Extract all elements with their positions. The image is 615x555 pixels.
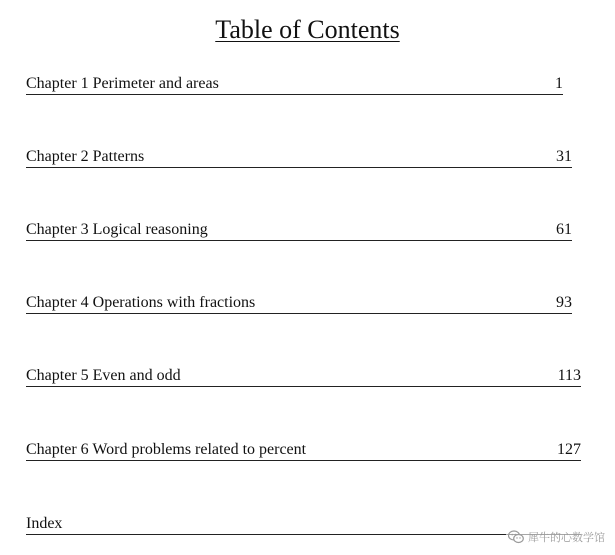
- toc-entry-label: Chapter 5 Even and odd: [26, 367, 181, 384]
- toc-entry-page-number: 127: [557, 441, 581, 458]
- toc-entry-label: Index: [26, 515, 63, 532]
- toc-entry-page-number: 93: [556, 294, 572, 311]
- toc-entry-index: [26, 514, 581, 535]
- toc-entry-page-number: 31: [556, 148, 572, 165]
- watermark: [506, 527, 607, 547]
- page-title: [0, 14, 615, 46]
- watermark-text: 犀牛的心数学馆: [528, 531, 605, 544]
- toc-entry-chapter-1: [26, 74, 563, 95]
- toc-entry-chapter-6: [26, 440, 581, 461]
- wechat-icon: [508, 530, 524, 544]
- toc-entry-chapter-4: [26, 293, 572, 314]
- toc-entry-label: Chapter 1 Perimeter and areas: [26, 75, 219, 92]
- toc-entry-page-number: 113: [557, 367, 581, 384]
- toc-entry-chapter-3: [26, 220, 572, 241]
- toc-entry-page-number: 1: [555, 75, 563, 92]
- toc-entry-page-number: 61: [556, 221, 572, 238]
- page-title-text: Table of Contents: [215, 15, 400, 44]
- toc-entry-label: Chapter 3 Logical reasoning: [26, 221, 208, 238]
- toc-entry-label: Chapter 6 Word problems related to percent: [26, 441, 307, 458]
- toc-entry-label: Chapter 2 Patterns: [26, 148, 145, 165]
- toc-entry-label: Chapter 4 Operations with fractions: [26, 294, 256, 311]
- toc-entry-chapter-5: [26, 366, 581, 387]
- toc-entry-chapter-2: [26, 147, 572, 168]
